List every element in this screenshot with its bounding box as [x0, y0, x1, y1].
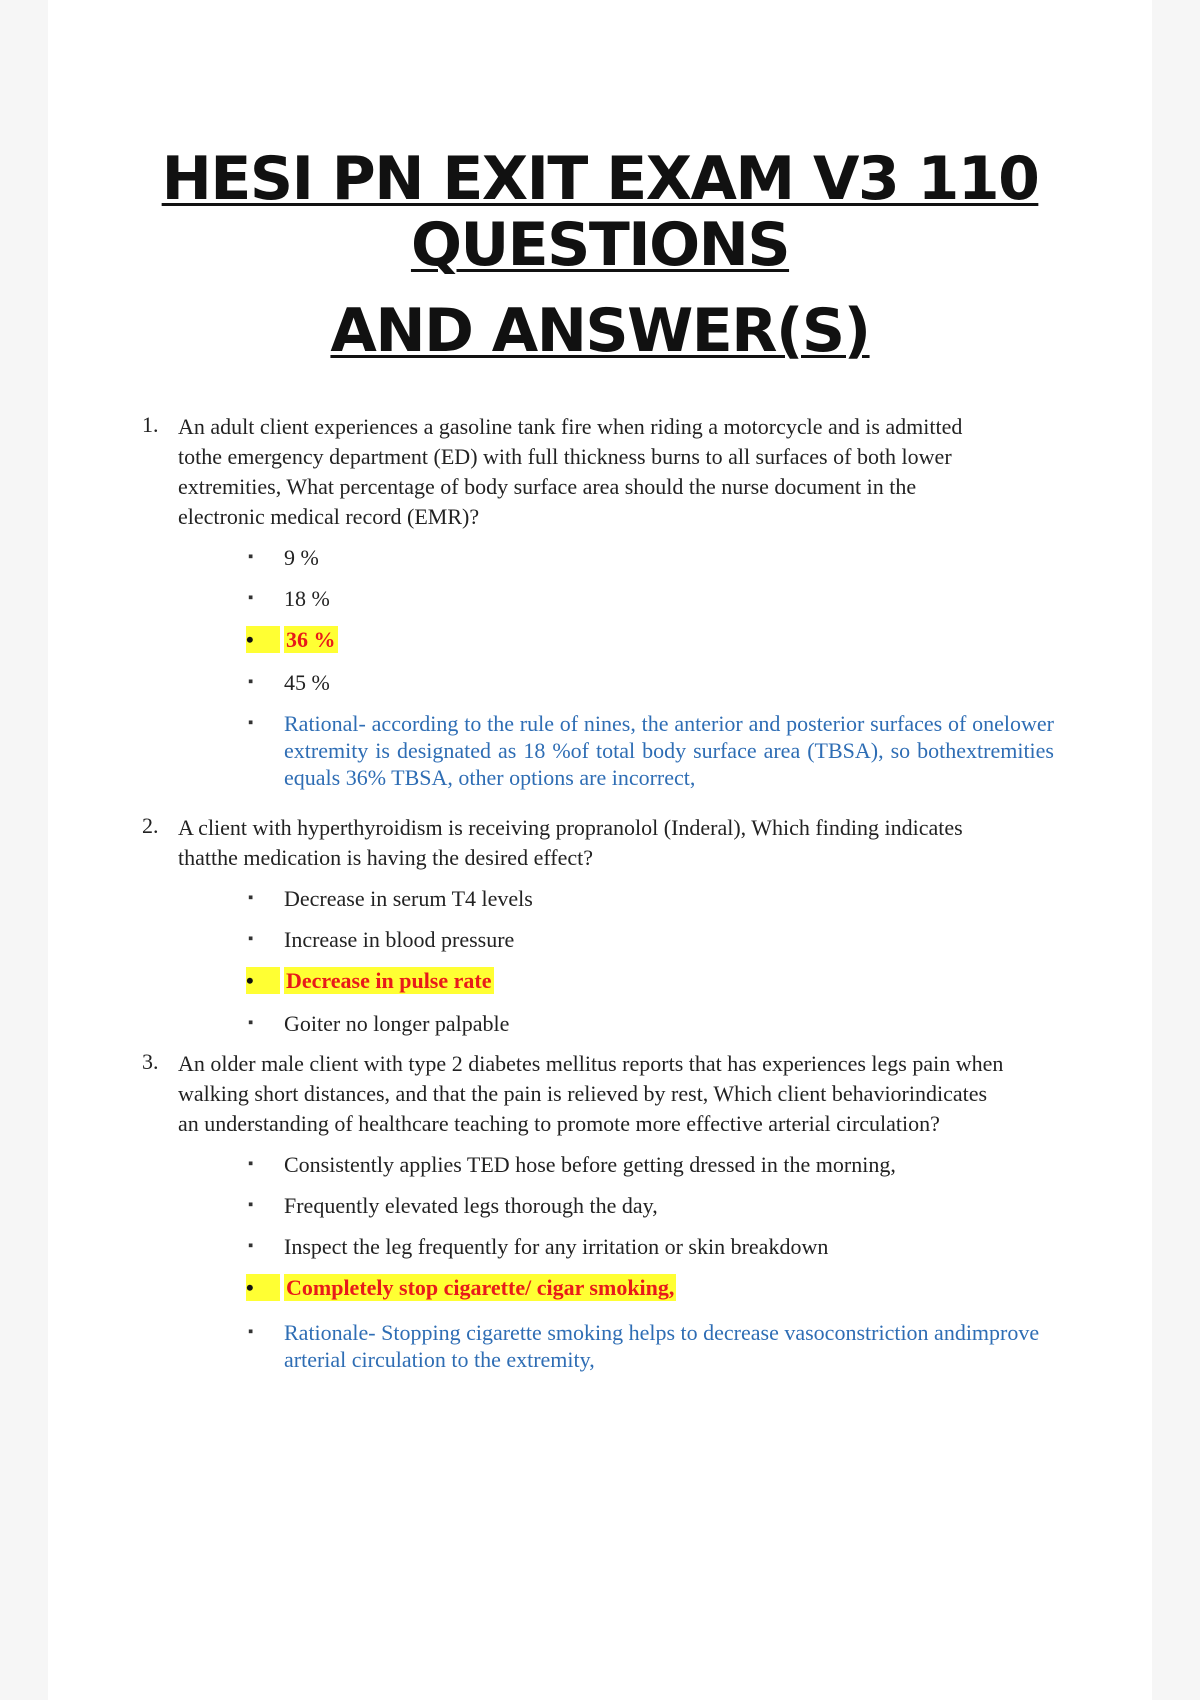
option-item [248, 1192, 1112, 1219]
question-number: 2. [142, 813, 159, 838]
option-item [248, 544, 1112, 571]
option-text: Decrease in pulse rate [286, 968, 492, 993]
bullet-icon: ▪ [248, 549, 254, 565]
rationale-text: Rationale- Stopping cigarette smoking helps to decrease vasoconstriction andimprove arterial circulation to the extremity, [284, 1320, 1040, 1372]
bullet-icon: ▪ [248, 1015, 254, 1031]
title-line-2: QUESTIONS [410, 210, 790, 280]
question-text: A client with hyperthyroidism is receiving propranolol (Inderal), Which finding indicates thatthe medication is having the desired effect? [178, 815, 963, 870]
option-item [248, 926, 1112, 953]
question-1 [142, 412, 1112, 791]
question-2 [142, 813, 1112, 1037]
option-text: Frequently elevated legs thorough the day, [284, 1193, 658, 1218]
rationale [248, 1319, 1054, 1373]
title-line-1: HESI PN EXIT EXAM V3 110 [161, 144, 1039, 214]
option-text: Decrease in serum T4 levels [284, 886, 533, 911]
options-list [248, 885, 1112, 1037]
bullet-icon: ▪ [248, 1156, 254, 1172]
correct-option [248, 626, 1112, 653]
option-text: Inspect the leg frequently for any irritation or skin breakdown [284, 1234, 829, 1259]
option-item [248, 1151, 1112, 1178]
questions-list [142, 412, 1112, 1373]
options-list [248, 1151, 1112, 1373]
options-list [248, 544, 1112, 791]
option-item [248, 885, 1112, 912]
question-number: 1. [142, 412, 159, 437]
correct-option [248, 1274, 1112, 1301]
option-text: 18 % [284, 586, 330, 611]
bullet-icon: ▪ [248, 1238, 254, 1254]
question-text: An adult client experiences a gasoline tank fire when riding a motorcycle and is admitted tothe emergency department (ED) with full thickness burns to all surfaces of both lower extremities, What percentage of body surface area should the nurse document in the electronic medical record (EMR)? [178, 414, 963, 529]
option-text: Increase in blood pressure [284, 927, 515, 952]
document-page [48, 0, 1152, 1700]
bullet-icon: • [248, 967, 268, 994]
question-text: An older male client with type 2 diabetes mellitus reports that has experiences legs pain when walking short distances, and that the pain is relieved by rest, Which client behaviorindicates an understanding of healthcare teaching to promote more effective arterial circulation? [178, 1051, 1004, 1136]
bullet-icon: ▪ [248, 1324, 254, 1340]
option-item [248, 1010, 1112, 1037]
option-text: Goiter no longer palpable [284, 1011, 510, 1036]
rationale [248, 710, 1054, 791]
bullet-icon: ▪ [248, 1197, 254, 1213]
option-text: 36 % [286, 627, 336, 652]
bullet-icon: ▪ [248, 931, 254, 947]
option-text: 45 % [284, 670, 330, 695]
title-line-3: AND ANSWER(S) [330, 296, 870, 366]
option-text: 9 % [284, 545, 319, 570]
option-item [248, 1233, 1112, 1260]
bullet-icon: ▪ [248, 890, 254, 906]
bullet-icon: • [248, 1274, 268, 1301]
bullet-icon: ▪ [248, 674, 254, 690]
bullet-icon: ▪ [248, 590, 254, 606]
question-number: 3. [142, 1049, 159, 1074]
bullet-icon: • [248, 626, 268, 653]
option-text: Consistently applies TED hose before getting dressed in the morning, [284, 1152, 896, 1177]
question-3 [142, 1049, 1112, 1373]
option-item [248, 669, 1112, 696]
document-title [48, 146, 1152, 364]
option-item [248, 585, 1112, 612]
option-text: Completely stop cigarette/ cigar smoking, [286, 1275, 675, 1300]
bullet-icon: ▪ [248, 715, 254, 731]
rationale-text: Rational- according to the rule of nines, the anterior and posterior surfaces of onelower extremity is designated as 18 %of total body surface area (TBSA), so bothextremities equals 36% TBSA, other options are incorrect, [284, 711, 1054, 790]
correct-option [248, 967, 1112, 994]
